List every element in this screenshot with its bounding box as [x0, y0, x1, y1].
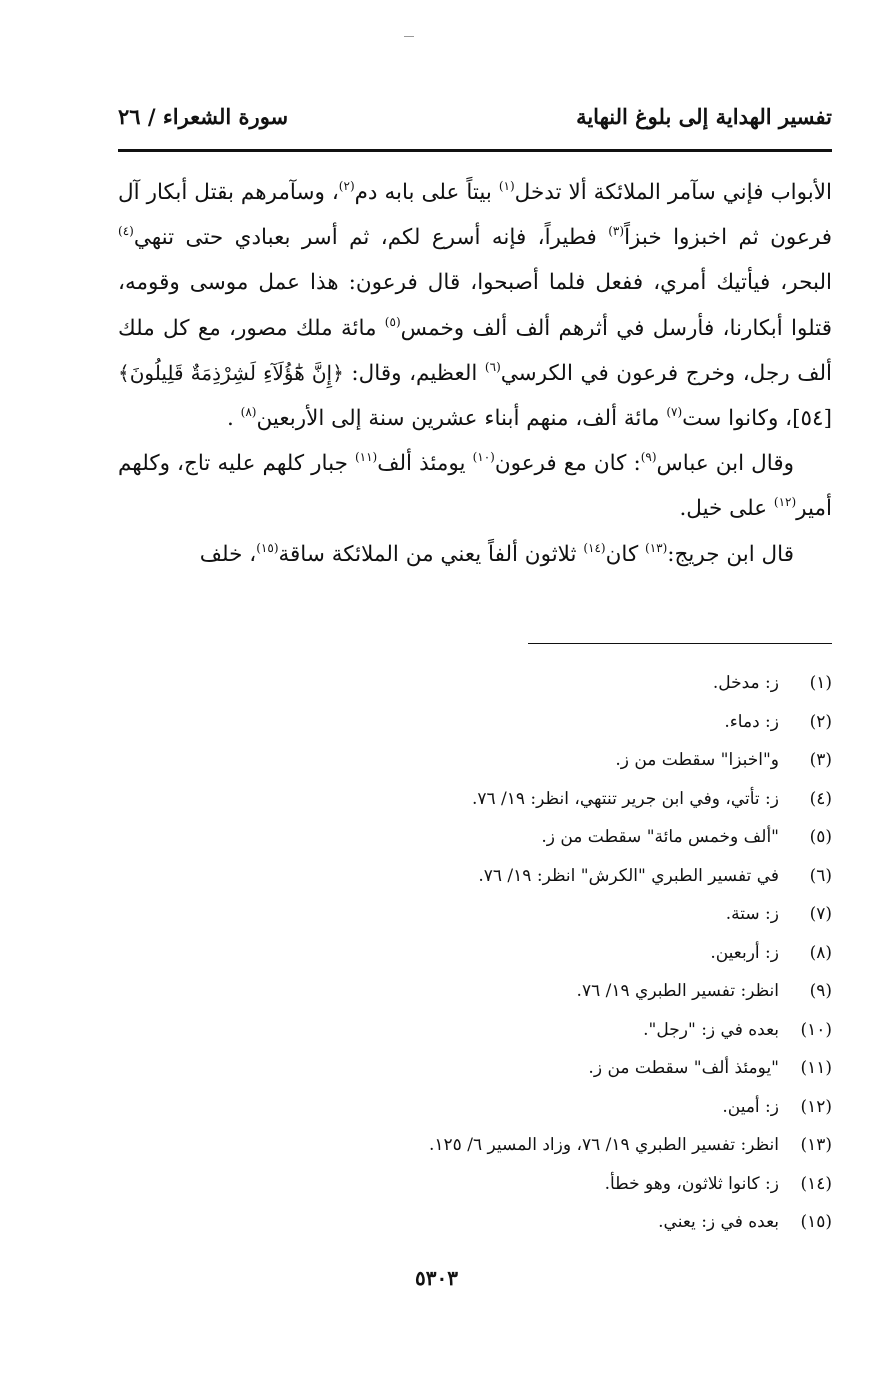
footnote — [118, 1088, 832, 1127]
footnote — [118, 1165, 832, 1204]
footnote — [118, 972, 832, 1011]
footnote-text: ز: أربعين. — [710, 942, 779, 963]
footnote-number: (٧) — [809, 904, 832, 924]
text-run: قال ابن جريج: — [667, 541, 794, 567]
footnote-ref-2: (٢) — [338, 179, 355, 193]
footnote-ref-3: (٣) — [608, 224, 625, 239]
footnotes — [118, 664, 832, 1242]
footnote-text: انظر: تفسير الطبري ١٩/ ٧٦. — [576, 981, 779, 1001]
paragraph-1 — [118, 170, 832, 441]
text-run: كان — [605, 541, 646, 567]
paragraph-3 — [118, 532, 832, 577]
text-run: مائة ألف، منهم أبناء عشرين سنة إلى الأربعين — [256, 406, 667, 432]
footnote-number: (٥) — [809, 827, 832, 847]
text-run: جبار كلهم عليه تاج، وكلهم أمير — [118, 451, 832, 522]
footnote-text: ز: ستة. — [725, 904, 779, 924]
footnote-ref-4: (٤) — [118, 224, 134, 239]
footnote — [118, 780, 832, 819]
footnote-text: بعده في ز: "رجل". — [643, 1019, 779, 1040]
text-run: [٥٤]، وكانوا ست — [682, 406, 832, 432]
footnote-ref-10: (١٠) — [472, 450, 495, 465]
footnote-ref-13: (١٣) — [645, 540, 668, 555]
footnote-number: (٣) — [809, 750, 832, 770]
footnote-number: (٤) — [809, 788, 832, 809]
footnote-ref-1: (١) — [498, 179, 515, 193]
text-run: وقال ابن عباس — [656, 451, 794, 477]
text-run: : كان مع فرعون — [494, 451, 641, 477]
footnote — [118, 741, 832, 780]
footnote-ref-5: (٥) — [384, 314, 401, 329]
footnote-text: بعده في ز: يعني. — [658, 1212, 779, 1232]
footnote-ref-11: (١١) — [354, 450, 378, 465]
footnote-text: و"اخبزا" سقطت من ز. — [615, 750, 779, 770]
book-title: تفسير الهداية إلى بلوغ النهاية — [576, 104, 832, 129]
text-run: يومئذ ألف — [377, 451, 473, 477]
text-run: فطيراً، فإنه أسرع لكم، ثم أسر بعبادي حتى تنهي — [133, 225, 609, 251]
footnote-text: ز: دماء. — [724, 711, 779, 732]
scan-mark — [404, 36, 414, 37]
text-run: بيتاً على بابه دم — [354, 180, 499, 205]
footnote-ref-14: (١٤) — [583, 540, 606, 555]
paragraph-2 — [118, 441, 832, 531]
footnote-text: ز: كانوا ثلاثون، وهو خطأ. — [604, 1173, 779, 1194]
footnote — [118, 1203, 832, 1242]
footnote-ref-12: (١٢) — [773, 495, 797, 510]
footnote-number: (١٢) — [800, 1096, 832, 1117]
page-number: ٥٣٠٣ — [415, 1266, 458, 1290]
footnote-number: (٨) — [809, 942, 832, 963]
footnote — [118, 895, 832, 934]
footnote-text: في تفسير الطبري "الكرش" انظر: ١٩/ ٧٦. — [478, 865, 779, 886]
header-rule — [118, 149, 832, 152]
footnote — [118, 857, 832, 896]
footnote-number: (٦) — [809, 865, 832, 886]
footnote-text: انظر: تفسير الطبري ١٩/ ٧٦، وزاد المسير ٦/ ١٢٥. — [429, 1135, 779, 1155]
text-run: . — [226, 406, 241, 432]
footnote-number: (٢) — [809, 711, 832, 732]
quran-verse: ﴿إِنَّ هَٰٓؤُلَآءِ لَشِرْذِمَةٌ قَلِيلُونَ﴾ — [118, 360, 344, 385]
footnote-text: ز: مدخل. — [712, 673, 779, 693]
footnote-ref-7: (٧) — [666, 405, 683, 420]
footnote-number: (١٠) — [800, 1019, 832, 1040]
text-run: العظيم، وقال: — [343, 360, 485, 386]
footnote-number: (٩) — [809, 981, 832, 1001]
footnote-ref-6: (٦) — [484, 359, 501, 374]
footnote-text: "يومئذ ألف" سقطت من ز. — [588, 1058, 779, 1078]
footnote — [118, 703, 832, 742]
footnote-ref-9: (٩) — [640, 450, 657, 465]
footnote — [118, 664, 832, 703]
footnote-number: (١) — [809, 673, 832, 693]
footnote-number: (١١) — [800, 1058, 832, 1078]
footnote — [118, 1011, 832, 1050]
footnote-separator — [528, 643, 832, 644]
footnote-ref-15: (١٥) — [256, 540, 279, 555]
footnote-text: ز: أمين. — [722, 1096, 779, 1117]
text-run: مائة ملك مصور، مع كل ملك ألف رجل، وخرج فرعون في الكرسي — [118, 315, 832, 386]
text-run: على خيل. — [679, 496, 774, 522]
footnote — [118, 934, 832, 973]
footnote — [118, 1049, 832, 1088]
running-header — [118, 104, 832, 144]
footnote-text: ز: تأتي، وفي ابن جرير تنتهي، انظر: ١٩/ ٧٦. — [471, 788, 779, 809]
footnote-number: (١٥) — [800, 1212, 832, 1232]
footnote — [118, 818, 832, 857]
text-run: ، خلف — [199, 541, 257, 567]
text-run: البحر، فيأتيك أمري، ففعل فلما أصبحوا، قال فرعون: هذا عمل موسى وقومه، قتلوا أبكارنا، فأرسل في أثرهم ألف ألف وخمس — [118, 270, 832, 341]
footnote-ref-8: (٨) — [240, 405, 257, 420]
main-text — [118, 170, 832, 577]
footnote — [118, 1126, 832, 1165]
footnote-text: "ألف وخمس مائة" سقطت من ز. — [541, 827, 779, 847]
text-run: ، وسآمرهم بقتل أبكار آل فرعون ثم اخبزوا خبزاً — [118, 180, 832, 251]
text-run: ثلاثون ألفاً يعني من الملائكة ساقة — [278, 541, 584, 567]
surah-label: سورة الشعراء / ٢٦ — [118, 104, 289, 129]
footnote-number: (١٣) — [800, 1135, 832, 1155]
footnote-number: (١٤) — [800, 1173, 832, 1194]
text-run: الأبواب فإني سآمر الملائكة ألا تدخل — [514, 180, 832, 205]
